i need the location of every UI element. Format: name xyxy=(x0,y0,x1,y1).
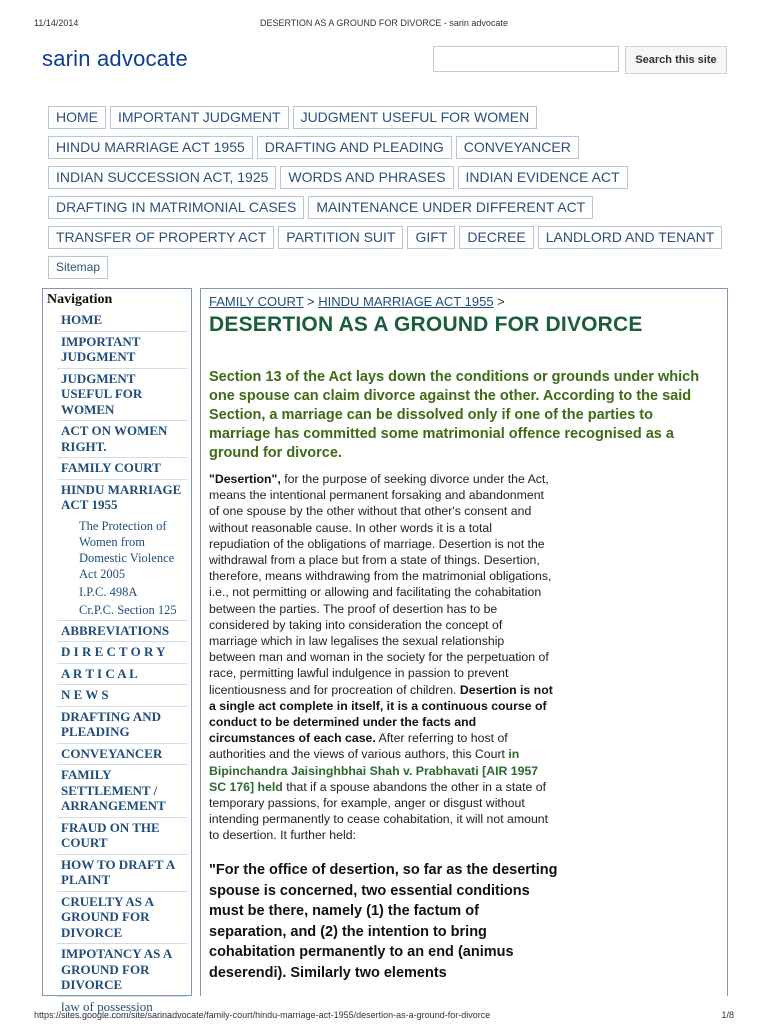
breadcrumb-separator: > xyxy=(493,294,505,309)
sidebar-item-fraud-on-the-court[interactable]: FRAUD ON THE COURT xyxy=(57,818,187,855)
sidebar-item-important-judgment[interactable]: IMPORTANT JUDGMENT xyxy=(57,332,187,369)
sidebar-item-cruelty-as-a-ground[interactable]: CRUELTY AS A GROUND FOR DIVORCE xyxy=(57,892,187,945)
sidebar-item-abbreviations[interactable]: ABBREVIATIONS xyxy=(57,621,187,643)
top-nav-row-1 xyxy=(48,106,537,129)
main-content xyxy=(200,288,728,996)
sidebar-item-home[interactable]: HOME xyxy=(57,310,187,332)
print-url: https://sites.google.com/site/sarinadvocate/family-court/hindu-marriage-act-1955/desertion-as-a-ground-for-divorce xyxy=(34,1010,491,1020)
sidebar-subitem-ipc-498a[interactable]: I.P.C. 498A xyxy=(79,584,138,599)
print-date: 11/14/2014 xyxy=(34,18,79,28)
site-title[interactable]: sarin advocate xyxy=(42,46,188,71)
breadcrumb-hindu-marriage-act[interactable]: HINDU MARRIAGE ACT 1955 xyxy=(318,294,494,309)
sidebar-item-judgment-useful-for-women[interactable]: JUDGMENT USEFUL FOR WOMEN xyxy=(57,369,187,422)
nav-tab-hindu-marriage-act[interactable]: HINDU MARRIAGE ACT 1955 xyxy=(48,136,253,159)
search-input[interactable] xyxy=(433,46,619,72)
sidebar-item-impotancy-as-a-ground[interactable]: IMPOTANCY AS A GROUND FOR DIVORCE xyxy=(57,944,187,997)
sidebar-item-artical[interactable]: A R T I C A L xyxy=(57,664,187,686)
paragraph-text: for the purpose of seeking divorce under the Act, means the intentional permanent forsaking and abandonment of one spouse by the other without that other's consent and without reasonable cause. In other words it is a total repudiation of the obligations of marriage. Desertion is not the withdrawal from a place but from a state of things. Desertion, therefore, means withdrawing from the matrimonial obligations, i.e., not permitting or allowing and facilitating the cohabitation between the parties. The proof of desertion has to be considered by taking into consideration the concept of marriage which in law legalises the sexual relationship between man and woman in the society for the perpetuation of race, permitting lawful indulgence in passion to prevent licentiousness and for procreation of children. xyxy=(209,472,552,697)
nav-tab-indian-evidence-act[interactable]: INDIAN EVIDENCE ACT xyxy=(458,166,628,189)
top-nav-row-4 xyxy=(48,196,593,219)
quoted-passage: "For the office of desertion, so far as the deserting spouse is concerned, two essential conditions must be there, namely (1) the factum of separation, and (2) the intention to bring cohabitation permanently to an end (animus deserendi). Similarly two elements xyxy=(209,862,558,981)
nav-tab-gift[interactable]: GIFT xyxy=(407,226,455,249)
sidebar-subitem-crpc-section-125[interactable]: Cr.P.C. Section 125 xyxy=(57,600,187,621)
sidebar-item-law-of-possession[interactable]: law of possession xyxy=(57,997,187,1019)
sidebar-item-family-settlement[interactable]: FAMILY SETTLEMENT / ARRANGEMENT xyxy=(57,765,187,818)
nav-tab-landlord-and-tenant[interactable]: LANDLORD AND TENANT xyxy=(538,226,723,249)
nav-tab-drafting-and-pleading[interactable]: DRAFTING AND PLEADING xyxy=(257,136,452,159)
nav-tab-drafting-in-matrimonial-cases[interactable]: DRAFTING IN MATRIMONIAL CASES xyxy=(48,196,304,219)
breadcrumb-separator: > xyxy=(303,294,319,309)
top-nav-row-3 xyxy=(48,166,628,189)
breadcrumb-family-court[interactable]: FAMILY COURT xyxy=(209,294,304,309)
nav-tab-partition-suit[interactable]: PARTITION SUIT xyxy=(278,226,403,249)
top-nav-row-6 xyxy=(48,256,108,279)
nav-tab-important-judgment[interactable]: IMPORTANT JUDGMENT xyxy=(110,106,289,129)
sidebar-item-directory[interactable]: D I R E C T O R Y xyxy=(57,642,187,664)
nav-tab-words-and-phrases[interactable]: WORDS AND PHRASES xyxy=(280,166,453,189)
nav-tab-decree[interactable]: DECREE xyxy=(459,226,533,249)
sidebar-item-act-on-women-right[interactable]: ACT ON WOMEN RIGHT. xyxy=(57,421,187,458)
page-title: DESERTION AS A GROUND FOR DIVORCE xyxy=(209,313,643,336)
sidebar-item-drafting-and-pleading[interactable]: DRAFTING AND PLEADING xyxy=(57,707,187,744)
intro-paragraph: Section 13 of the Act lays down the conditions or grounds under which one spouse can claim divorce against the other. According to the said Section, a marriage can be dissolved only if one of the parties to marriage has committed some matrimonial offence recognised as a ground for divorce. xyxy=(209,369,700,461)
nav-tab-indian-succession-act[interactable]: INDIAN SUCCESSION ACT, 1925 xyxy=(48,166,276,189)
article-paragraph xyxy=(209,471,554,844)
sidebar-subitem-domestic-violence-act[interactable]: The Protection of Women from Domestic Violence Act 2005 xyxy=(79,518,175,581)
nav-tab-sitemap[interactable]: Sitemap xyxy=(48,256,108,279)
paragraph-text-2: After referring to host of authorities and the views of various authors, this Court xyxy=(209,731,509,762)
print-title: DESERTION AS A GROUND FOR DIVORCE - sarin advocate xyxy=(260,18,508,28)
top-nav-row-5 xyxy=(48,226,722,249)
sidebar-navigation xyxy=(42,288,192,1014)
nav-tab-conveyancer[interactable]: CONVEYANCER xyxy=(456,136,579,159)
desertion-term: "Desertion", xyxy=(209,472,281,486)
sidebar-item-family-court[interactable]: FAMILY COURT xyxy=(57,458,187,480)
nav-tab-home[interactable]: HOME xyxy=(48,106,106,129)
sidebar-item-hindu-marriage-act[interactable]: HINDU MARRIAGE ACT 1955 xyxy=(61,481,182,512)
sidebar-item-how-to-draft-a-plaint[interactable]: HOW TO DRAFT A PLAINT xyxy=(57,855,187,892)
search-button[interactable]: Search this site xyxy=(625,46,727,74)
nav-tab-transfer-of-property-act[interactable]: TRANSFER OF PROPERTY ACT xyxy=(48,226,274,249)
paragraph-text-3: that if a spouse abandons the other in a state of temporary passions, for example, anger or disgust without intending permanently to cease cohabitation, it will not amount to desertion. It further held: xyxy=(209,779,549,843)
sidebar-item-conveyancer[interactable]: CONVEYANCER xyxy=(57,744,187,766)
nav-tab-maintenance-under-different-act[interactable]: MAINTENANCE UNDER DIFFERENT ACT xyxy=(308,196,593,219)
case-citation: in Bipinchandra Jaisinghbhai Shah v. Prabhavati [AIR 1957 SC 176] held xyxy=(209,747,539,794)
breadcrumb xyxy=(209,294,505,309)
paragraph-emphasis: Desertion is not a single act complete in itself, it is a continuous course of conduct to be determined under the facts and circumstances of each case. xyxy=(209,682,553,746)
nav-tab-judgment-useful-for-women[interactable]: JUDGMENT USEFUL FOR WOMEN xyxy=(293,106,538,129)
sidebar-title: Navigation xyxy=(47,292,113,307)
top-nav-row-2 xyxy=(48,136,579,159)
sidebar-item-news[interactable]: N E W S xyxy=(57,685,187,707)
page-number: 1/8 xyxy=(721,1010,734,1020)
